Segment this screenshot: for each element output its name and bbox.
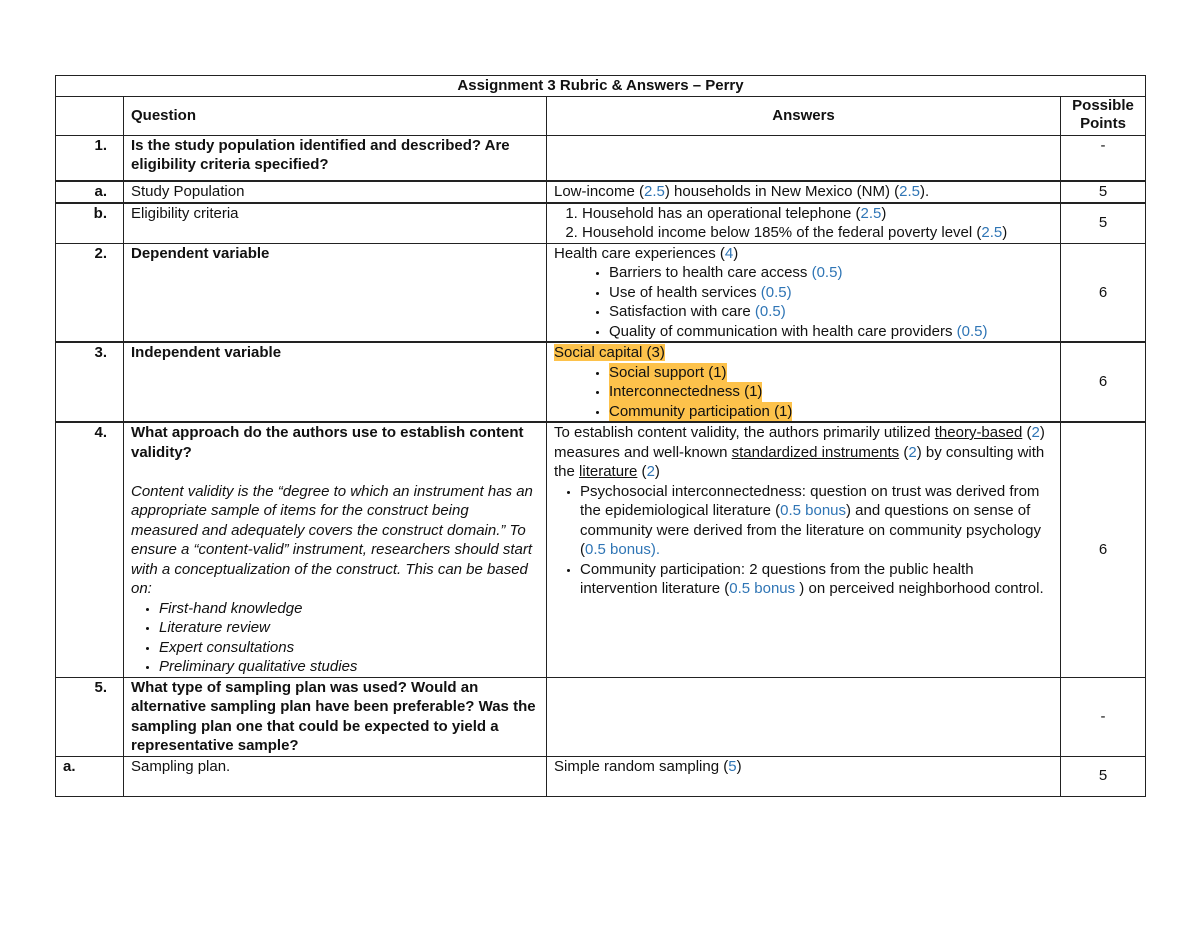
item-text: ) on perceived neighborhood control. bbox=[795, 580, 1044, 597]
question-text: Study Population bbox=[124, 181, 547, 203]
points-value: 5 bbox=[1061, 203, 1146, 244]
item-text: Satisfaction with care bbox=[609, 303, 755, 320]
answer-cell bbox=[547, 243, 1061, 342]
answer-text: ( bbox=[899, 443, 909, 461]
underlined-term: standardized instruments bbox=[731, 443, 900, 461]
list-item bbox=[609, 263, 1053, 283]
table-row bbox=[56, 422, 1146, 677]
answer-text: Health care experiences ( bbox=[554, 244, 725, 262]
list-item: • Social support (1) bbox=[609, 363, 727, 383]
row-number: 4. bbox=[56, 422, 124, 677]
row-number: 5. bbox=[56, 677, 124, 756]
question-text: Eligibility criteria bbox=[124, 203, 547, 244]
score-value: 2.5 bbox=[860, 204, 882, 222]
score-value: (0.5) bbox=[811, 264, 843, 281]
answer-text: ) bbox=[654, 463, 660, 480]
list-item bbox=[580, 482, 1053, 560]
row-number: 1. bbox=[56, 135, 124, 181]
score-value: 2.5 bbox=[899, 183, 920, 200]
list-item bbox=[582, 204, 1053, 224]
criteria-list bbox=[554, 204, 1053, 243]
item-text: ) bbox=[1002, 224, 1008, 241]
item-text: Psychosocial interconnectedness: question on trust was derived from the epidemiological literature ( bbox=[580, 482, 1040, 519]
score-value: 0.5 bonus bbox=[729, 580, 796, 597]
content-validity-definition: Content validity is the “degree to which an instrument has an appropriate sample of items for the construct being measured and adequately covers the construct domain.” To ensure a “content-valid” instrument, researchers should start with a conceptualization of the construct. This can be based on: bbox=[131, 482, 533, 597]
table-row bbox=[56, 243, 1146, 342]
answer-paragraph bbox=[554, 423, 1053, 482]
score-value: (0.5) bbox=[760, 283, 792, 301]
question-text: What approach do the authors use to establish content validity? bbox=[131, 424, 524, 461]
answer-text: ( bbox=[637, 463, 647, 480]
header-question: Question bbox=[124, 96, 547, 135]
score-value: 2 bbox=[1031, 424, 1040, 441]
row-number: 2. bbox=[56, 243, 124, 342]
table-row bbox=[56, 181, 1146, 203]
points-value: - bbox=[1061, 677, 1146, 756]
row-number: 3. bbox=[56, 342, 124, 422]
item-text: ) and questions on sense of community were derived from the literature on community psychology ( bbox=[580, 502, 1042, 558]
item-text: Household has an operational telephone ( bbox=[582, 204, 861, 222]
answer-text: To establish content validity, the authors primarily utilized bbox=[554, 424, 935, 441]
score-value: 2 bbox=[646, 463, 655, 480]
question-text: What type of sampling plan was used? Would an alternative sampling plan have been preferable? Was the sampling plan one that could be expected to yield a representative sample? bbox=[124, 677, 547, 756]
answer-lead bbox=[554, 343, 1053, 363]
score-value: 2 bbox=[908, 443, 917, 461]
list-item bbox=[609, 302, 1053, 322]
validity-answer-list bbox=[554, 482, 1053, 599]
question-text: Sampling plan. bbox=[124, 756, 547, 796]
points-value: 6 bbox=[1061, 422, 1146, 677]
answer-text: Low-income ( bbox=[554, 183, 645, 200]
validity-bases-list bbox=[131, 599, 539, 677]
table-row bbox=[56, 203, 1146, 244]
list-item: • Community participation (1) bbox=[609, 402, 792, 422]
table-row bbox=[56, 342, 1146, 422]
question-text: Independent variable bbox=[124, 342, 547, 422]
item-text: Use of health services bbox=[609, 283, 761, 301]
answer-text: ( bbox=[1022, 424, 1032, 441]
answer-text: ) measures and well-known bbox=[554, 424, 1045, 461]
item-text: Household income below 185% of the federal poverty level ( bbox=[582, 224, 982, 241]
list-item: • Interconnectedness (1) bbox=[609, 382, 762, 402]
item-text: Barriers to health care access bbox=[609, 264, 812, 281]
item-text: Community participation: 2 questions from the public health intervention literature ( bbox=[580, 560, 974, 597]
answer-cell bbox=[547, 135, 1061, 181]
answer-cell bbox=[547, 342, 1061, 422]
rubric-table bbox=[55, 75, 1146, 797]
score-value: 0.5 bonus bbox=[780, 502, 846, 519]
answer-text: ). bbox=[920, 183, 930, 200]
score-value: 4 bbox=[724, 244, 734, 262]
question-text: Is the study population identified and described? Are eligibility criteria specified? bbox=[124, 135, 547, 181]
answer-lead bbox=[554, 244, 1053, 264]
answer-cell bbox=[547, 677, 1061, 756]
answer-text: ) households in New Mexico (NM) ( bbox=[664, 183, 900, 200]
answer-text: ) bbox=[736, 757, 742, 775]
table-row bbox=[56, 135, 1146, 181]
table-title: Assignment 3 Rubric & Answers – Perry bbox=[56, 76, 1146, 97]
row-number: a. bbox=[56, 756, 124, 796]
list-item: • Expert consultations bbox=[159, 638, 539, 658]
list-item bbox=[580, 560, 1053, 599]
points-value: 6 bbox=[1061, 243, 1146, 342]
dependent-variable-list bbox=[554, 263, 1053, 341]
answer-cell bbox=[547, 756, 1061, 796]
header-row bbox=[56, 96, 1146, 135]
answer-text: Simple random sampling ( bbox=[554, 757, 729, 775]
score-value: 2.5 bbox=[981, 224, 1003, 241]
header-number bbox=[56, 96, 124, 135]
independent-variable-list bbox=[554, 363, 1053, 422]
underlined-term: literature bbox=[579, 463, 638, 480]
table-row bbox=[56, 677, 1146, 756]
list-item bbox=[582, 223, 1053, 243]
item-text: Quality of communication with health care providers bbox=[609, 322, 957, 340]
points-value: - bbox=[1061, 135, 1146, 181]
row-number: b. bbox=[56, 203, 124, 244]
question-cell bbox=[124, 422, 547, 677]
list-item: • First-hand knowledge bbox=[159, 599, 539, 619]
header-answers: Answers bbox=[547, 96, 1061, 135]
list-item bbox=[609, 322, 1053, 342]
score-value: (0.5) bbox=[754, 303, 786, 320]
answer-text: ) by consulting with the bbox=[554, 443, 1045, 480]
answer-text: ) bbox=[733, 244, 739, 262]
points-value: 6 bbox=[1061, 342, 1146, 422]
list-item: • Literature review bbox=[159, 618, 539, 638]
header-points: Possible Points bbox=[1061, 96, 1146, 135]
list-item: • Preliminary qualitative studies bbox=[159, 657, 539, 677]
item-text: ) bbox=[881, 204, 887, 222]
answer-cell bbox=[547, 203, 1061, 244]
points-value: 5 bbox=[1061, 181, 1146, 203]
score-value: 5 bbox=[728, 757, 737, 775]
highlighted-text: Social capital (3) bbox=[554, 344, 665, 361]
table-row bbox=[56, 756, 1146, 796]
score-value: 2.5 bbox=[644, 183, 665, 200]
list-item bbox=[609, 283, 1053, 303]
underlined-term: theory-based bbox=[934, 424, 1023, 441]
question-text: Dependent variable bbox=[124, 243, 547, 342]
title-row bbox=[56, 76, 1146, 97]
score-value: (0.5) bbox=[956, 322, 988, 340]
answer-cell bbox=[547, 422, 1061, 677]
row-number: a. bbox=[56, 181, 124, 203]
answer-cell bbox=[547, 181, 1061, 203]
score-value: 0.5 bonus). bbox=[585, 541, 661, 558]
points-value: 5 bbox=[1061, 756, 1146, 796]
